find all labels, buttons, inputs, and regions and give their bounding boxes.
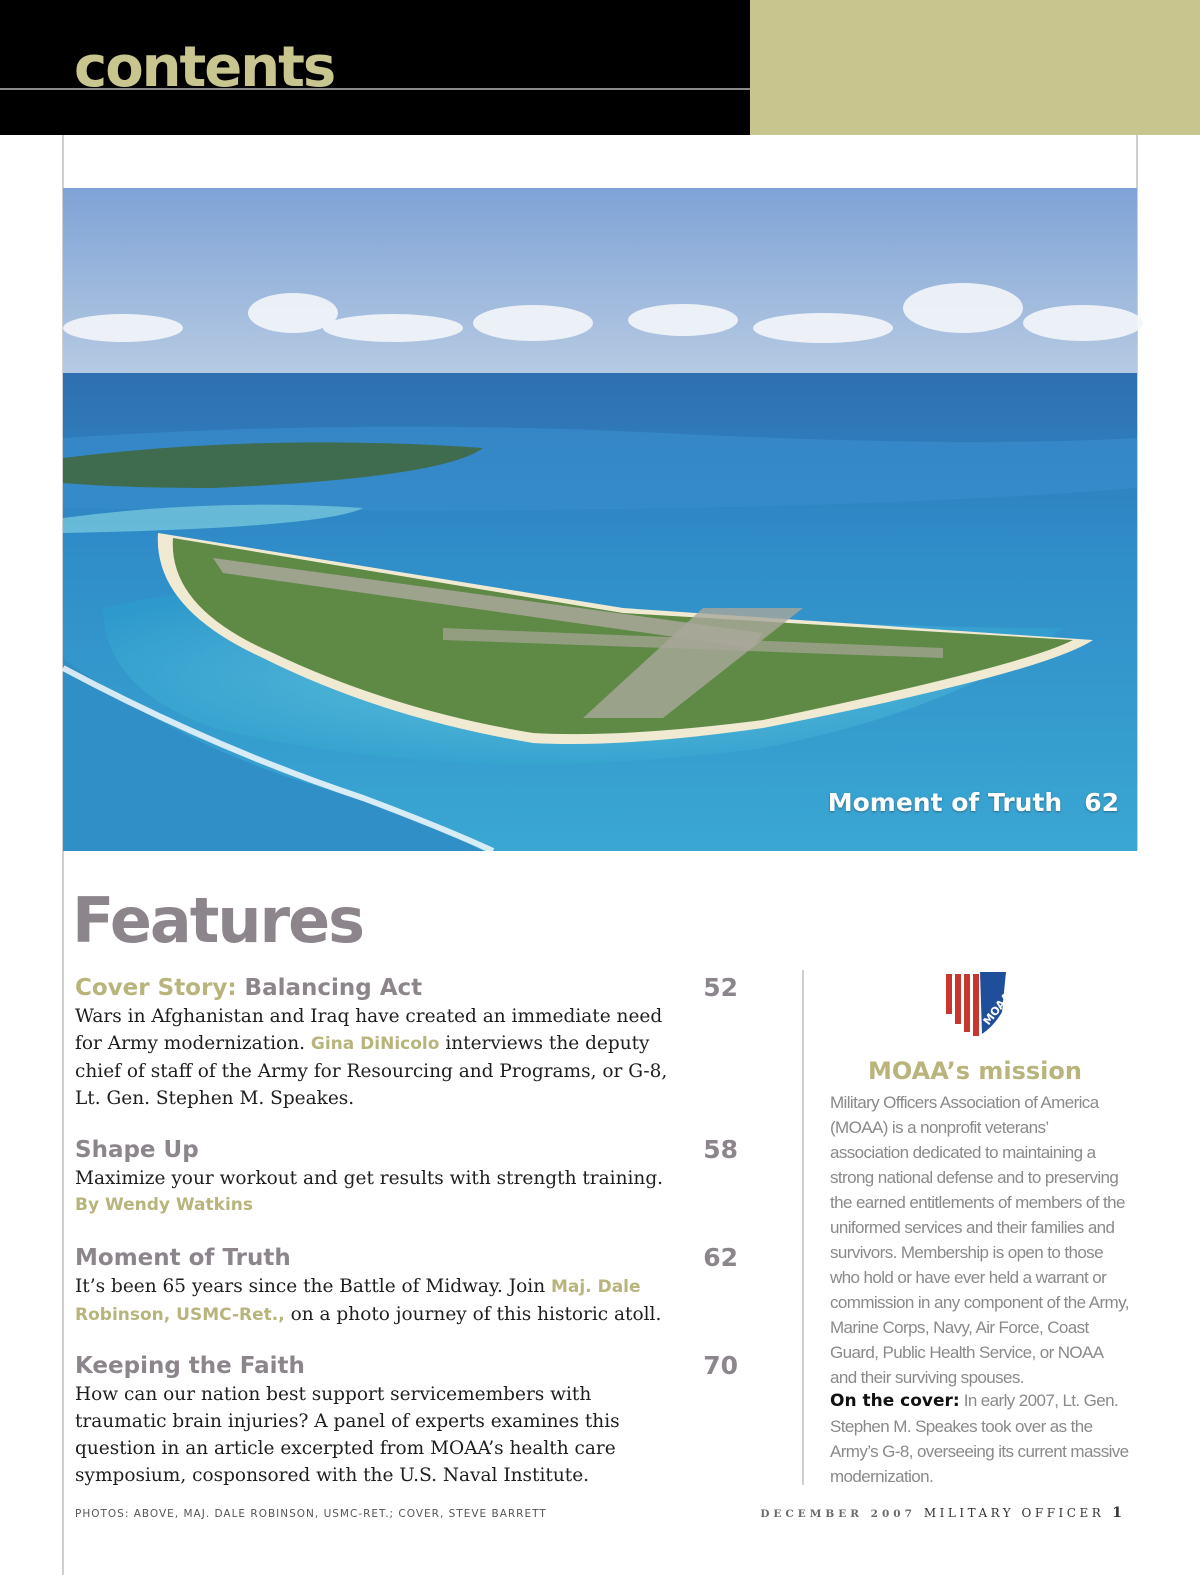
article-body: Maximize your workout and get results with strength training. [75,1168,664,1189]
article-byline: By Wendy Watkins [75,1195,254,1215]
article-body [75,1273,670,1329]
article-body-text: interviews the deputy chief of staff of the Army for Resourcing and Programs, or G-8, Lt. Gen. Stephen M. Speakes. [75,1033,668,1109]
article-body [75,1003,670,1112]
article-keeping-the-faith[interactable] [75,1351,740,1489]
hero-caption-title: Moment of Truth [827,788,1063,817]
cover-text: In early 2007, Lt. Gen. Stephen M. Speakes took over as the Army’s G-8, overseeing its current massive modernization. [830,1391,1129,1486]
article-page-number: 52 [703,973,738,1002]
article-title-text: Keeping the Faith [75,1353,305,1379]
mission-text: Military Officers Association of America (MOAA) is a nonprofit veterans’ association dedicated to maintaining a strong national defense and to preserving the earned entitlements of members of the uniformed services and their families and survivors. Membership is open to those who hold or have ever held a warrant or commission in any component of the Army, Marine Corps, Navy, Air Force, Coast Guard, Public Health Service, or NOAA and their surviving spouses. [830,1093,1129,1387]
hero-caption[interactable] [828,788,1119,817]
moaa-logo-icon [942,968,1014,1040]
article-kicker: Cover Story: [75,975,237,1001]
column-divider [802,970,804,1485]
page-number: 1 [1112,1505,1122,1521]
features-heading: Features [72,884,364,957]
article-author: Gina DiNicolo [310,1034,440,1054]
article-page-number: 58 [703,1135,738,1164]
photo-credits: PHOTOS: ABOVE, MAJ. DALE ROBINSON, USMC-RET.; COVER, STEVE BARRETT [75,1508,547,1520]
mission-title: MOAA’s mission [868,1057,1082,1085]
article-author: Maj. Dale Robinson, USMC-Ret., [75,1277,641,1325]
hero-photo[interactable] [63,188,1137,851]
article-balancing-act[interactable] [75,973,740,1112]
article-title-text: Moment of Truth [75,1245,291,1271]
article-body-text: on a photo journey of this historic atoll. [290,1304,662,1325]
issue-date: DECEMBER 2007 [760,1508,916,1520]
magazine-name: MILITARY OFFICER [923,1506,1105,1520]
header-accent-block [750,0,1200,135]
hero-caption-page: 62 [1084,788,1119,817]
article-title-text: Shape Up [75,1137,199,1163]
article-body-text: It’s been 65 years since the Battle of Midway. Join [75,1276,546,1297]
article-body-text: Wars in Afghanistan and Iraq have created an immediate need for Army modernization. [75,1006,663,1054]
article-title[interactable] [75,1351,740,1381]
article-title[interactable] [75,1135,740,1165]
article-body: How can our nation best support servicemembers with traumatic brain injuries? A panel of experts examines this question in an article excerpted from MOAA’s health care symposium, cosponsored with the U.S. Naval Institute. [75,1384,620,1486]
article-title[interactable] [75,1243,740,1273]
atoll-illustration [63,188,1137,851]
article-shape-up[interactable] [75,1135,740,1219]
logo-lettering: MOAA [980,990,1014,1028]
article-title-text: Balancing Act [244,975,423,1001]
cover-note [830,1388,1130,1489]
article-page-number: 62 [703,1243,738,1272]
folio [760,1505,1122,1521]
article-page-number: 70 [703,1351,738,1380]
page-title: contents [74,35,335,100]
article-moment-of-truth[interactable] [75,1243,740,1329]
article-title[interactable] [75,973,740,1003]
cover-label: On the cover: [830,1391,960,1411]
